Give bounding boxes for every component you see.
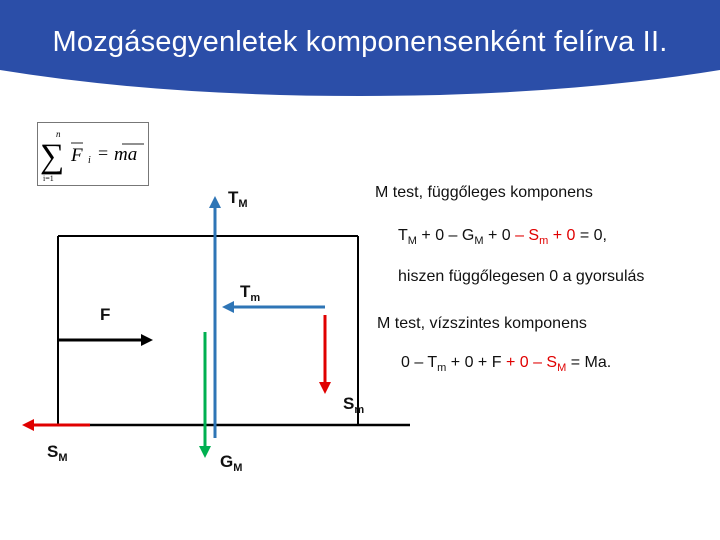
- horizontal-heading: M test, vízszintes komponens: [377, 315, 587, 332]
- sum-lower-limit: i=1: [43, 174, 54, 183]
- sum-upper-limit: n: [56, 129, 61, 139]
- label-SM: $S_M$: [47, 442, 68, 464]
- label-Sm: $S_m$: [343, 394, 365, 416]
- label-TM: $T_M$: [228, 188, 248, 210]
- horizontal-equation: $0 - T_m + 0 + F + 0 - S_M = Ma$.: [401, 354, 612, 374]
- force-symbol: F: [71, 145, 83, 166]
- force-index: i: [88, 155, 91, 166]
- label-Tm: $T_m$: [240, 282, 261, 304]
- vertical-heading: M test, függőleges komponens: [375, 184, 593, 201]
- vertical-equation: $T_M + 0 - G_M + 0 - S_m + 0 = 0$,: [398, 227, 607, 247]
- page-title: Mozgásegyenletek komponensenként felírva II.: [52, 26, 668, 58]
- sigma-icon: ∑: [40, 138, 65, 175]
- ma-symbol: ma: [114, 144, 138, 165]
- equals-sign: =: [98, 143, 109, 163]
- vertical-note: hiszen függőlegesen 0 a gyorsulás: [398, 268, 645, 285]
- label-F: F: [100, 305, 111, 324]
- label-GM: $G_M$: [220, 452, 243, 474]
